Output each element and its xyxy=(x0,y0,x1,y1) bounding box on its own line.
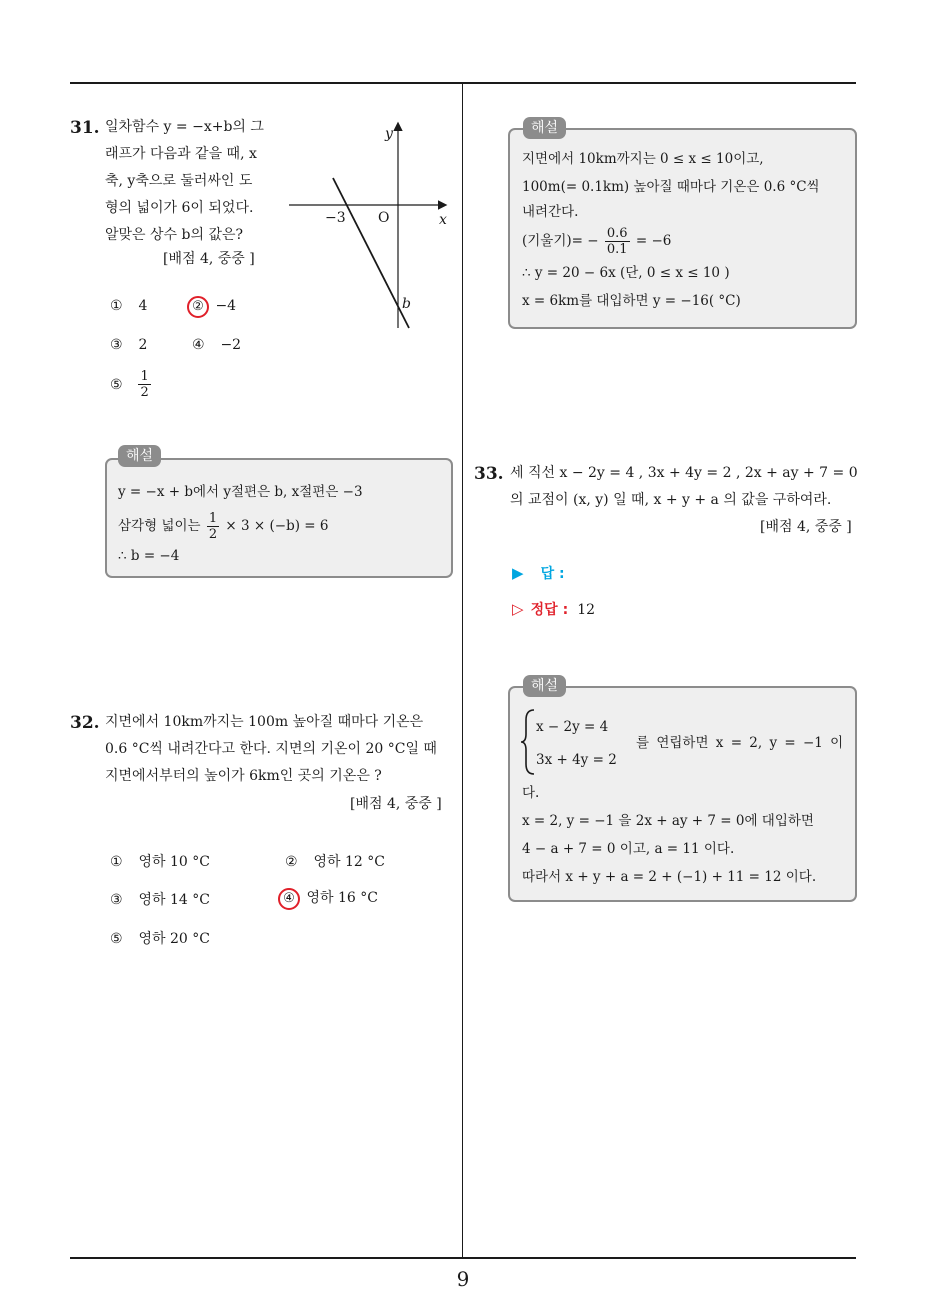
choice-1[interactable] xyxy=(110,851,210,871)
question-line: 래프가 다음과 같을 때, x xyxy=(105,146,257,162)
solution-line: x = 6km를 대입하면 y = −16( °C) xyxy=(522,293,741,309)
correct-answer-value: 12 xyxy=(577,602,596,618)
question-line: 의 교점이 (x, y) 일 때, x + y + a 의 값을 구하여라. xyxy=(510,492,832,508)
question-32-text xyxy=(105,709,455,790)
solution-line: 내려간다. xyxy=(522,204,579,220)
choice-fraction: $\frac{1}{2}$ xyxy=(140,369,149,400)
solution-line: 100m(= 0.1km) 높아질 때마다 기온은 0.6 °C씩 xyxy=(522,179,820,195)
choice-text: 영하 16 °C xyxy=(306,890,378,906)
score-label: [배점 4, 중중 ] xyxy=(760,519,852,535)
answer-row xyxy=(512,563,565,583)
choice-number: ① xyxy=(110,854,123,870)
answer-label: 답 : xyxy=(540,566,565,582)
solution-line: 지면에서 10km까지는 0 ≤ x ≤ 10이고, xyxy=(522,151,764,167)
solution-content xyxy=(522,779,816,891)
choice-text: 영하 14 °C xyxy=(138,892,210,908)
correct-answer-row xyxy=(512,599,595,619)
solution-line: 4 − a + 7 = 0 이고, a = 11 이다. xyxy=(522,841,735,857)
solution-line: 따라서 x + y + a = 2 + (−1) + 11 = 12 이다. xyxy=(522,869,817,885)
system-brace xyxy=(520,708,536,776)
top-rule xyxy=(70,82,856,84)
y-intercept-label: b xyxy=(402,296,411,312)
play-icon: ▶ xyxy=(512,564,524,582)
choice-number: ③ xyxy=(110,337,123,353)
selected-answer-mark: ④ xyxy=(278,888,300,910)
choice-number: ① xyxy=(110,298,123,314)
choice-number: ⑤ xyxy=(110,931,123,947)
solution-content xyxy=(118,478,363,566)
solution-line: x = 2, y = −1 을 2x + ay + 7 = 0에 대입하면 xyxy=(522,813,814,829)
solution-tag: 해설 xyxy=(523,675,566,697)
solution-line: ∴ b = −4 xyxy=(118,548,180,564)
column-divider xyxy=(462,84,463,1257)
question-line: 알맞은 상수 b의 값은? xyxy=(105,227,244,243)
choice-5[interactable] xyxy=(110,369,153,400)
choice-number: ② xyxy=(285,854,298,870)
solution-tag: 해설 xyxy=(118,445,161,467)
score-label: [배점 4, 중중 ] xyxy=(163,251,255,267)
y-axis-label: y xyxy=(385,126,393,142)
choice-text: 영하 12 °C xyxy=(313,854,385,870)
choice-number: ⑤ xyxy=(110,376,123,393)
choice-number: ③ xyxy=(110,892,123,908)
choice-number: ④ xyxy=(192,337,205,353)
bottom-rule xyxy=(70,1257,856,1259)
outline-play-icon: ▷ xyxy=(512,600,524,618)
choice-3[interactable] xyxy=(110,889,210,909)
choice-text: 영하 20 °C xyxy=(138,931,210,947)
question-line: 일차함수 y = −x+b의 그 xyxy=(105,119,264,135)
choice-2[interactable] xyxy=(285,851,385,871)
question-text xyxy=(105,114,305,249)
question-line: 0.6 °C씩 내려간다고 한다. 지면의 기온이 20 °C일 때 xyxy=(105,741,437,757)
choice-1[interactable] xyxy=(110,298,147,314)
solution-tag: 해설 xyxy=(523,117,566,139)
x-axis-label: x xyxy=(439,212,447,228)
question-line: 세 직선 x − 2y = 4 , 3x + 4y = 2 , 2x + ay + 7 = 0 xyxy=(510,465,858,481)
choice-text: −2 xyxy=(220,337,242,353)
choice-5[interactable] xyxy=(110,928,210,948)
solution-content xyxy=(522,145,820,315)
question-number: 32. xyxy=(70,713,100,733)
correct-answer-label: 정답 : xyxy=(530,602,569,618)
choice-4-selected[interactable] xyxy=(281,887,378,910)
question-line: 축, y축으로 둘러싸인 도 xyxy=(105,173,253,189)
choice-2-selected[interactable] xyxy=(190,296,236,318)
solution-line: 다. xyxy=(522,785,540,801)
score-label: [배점 4, 중중 ] xyxy=(350,796,442,812)
question-line: 형의 넓이가 6이 되었다. xyxy=(105,200,254,216)
choice-text: 2 xyxy=(138,337,148,353)
page-number: 9 xyxy=(456,1267,470,1291)
solution-line: ∴ y = 20 − 6x (단, 0 ≤ x ≤ 10 ) xyxy=(522,265,730,281)
solution-line: y = −x + b에서 y절편은 b, x절편은 −3 xyxy=(118,484,363,500)
choice-3[interactable] xyxy=(110,337,147,353)
question-number: 31. xyxy=(70,118,100,138)
system-equation-2: 3x + 4y = 2 xyxy=(536,752,617,768)
selected-answer-mark: ② xyxy=(187,296,209,318)
solution-line: (기울기)= − $\frac{0.6}{0.1}$ = −6 xyxy=(522,226,672,257)
fraction: $\frac{1}{2}$ xyxy=(208,511,218,542)
fraction: $\frac{0.6}{0.1}$ xyxy=(606,226,628,257)
system-equation-1: x − 2y = 4 xyxy=(536,719,609,735)
x-intercept-label: −3 xyxy=(325,210,346,226)
choice-4[interactable] xyxy=(192,337,241,353)
choice-text: −4 xyxy=(215,298,237,314)
solution-line: 삼각형 넓이는 $\frac{1}{2}$ × 3 × (−b) = 6 xyxy=(118,511,329,542)
question-line: 지면에서부터의 높이가 6km인 곳의 기온은 ? xyxy=(105,768,382,784)
linear-function-graph xyxy=(285,118,460,338)
choice-text: 영하 10 °C xyxy=(138,854,210,870)
origin-label: O xyxy=(378,210,390,226)
question-number: 33. xyxy=(474,464,504,484)
question-line: 지면에서 10km까지는 100m 높아질 때마다 기온은 xyxy=(105,714,424,730)
solution-line: 를 연립하면 x = 2, y = −1 이 xyxy=(636,735,844,751)
choice-text: 4 xyxy=(138,298,148,314)
